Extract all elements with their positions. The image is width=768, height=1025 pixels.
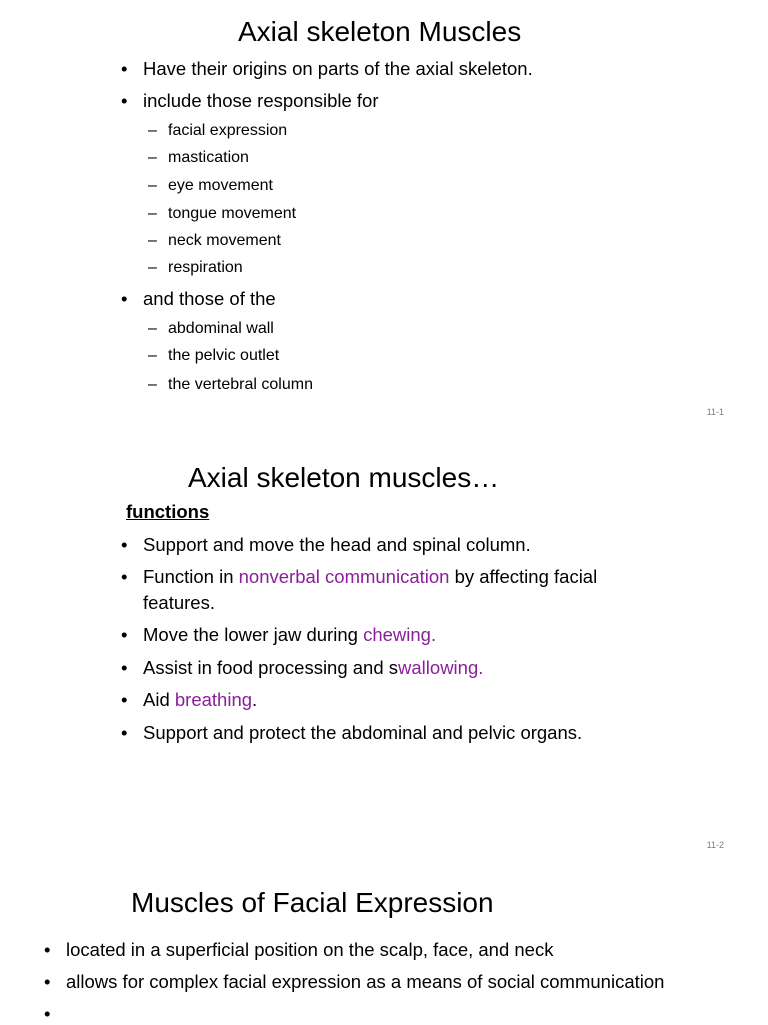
dash-icon: – [148,205,157,222]
bullet-text: . [252,689,258,710]
bullet-item [121,288,276,310]
bullet-item [44,939,554,961]
sub-bullet-item [148,375,313,395]
bullet-item [121,722,583,744]
bullet-item [121,689,258,711]
sub-bullet-item [148,204,297,224]
sub-bullet-item [148,148,249,168]
dash-icon: – [148,347,157,364]
sub-bullet-item [148,176,273,196]
bullet-dot-icon: • [121,624,128,645]
bullet-text: features. [143,592,215,613]
page-number: 11-2 [706,840,724,850]
bullet-dot-icon: • [121,288,128,309]
bullet-dot-icon: • [121,566,128,587]
highlight-text: nonverbal communication [238,566,450,587]
sub-bullet-text: respiration [168,259,243,276]
bullet-dot-icon: • [121,90,128,111]
page-number: 11-1 [706,407,724,417]
sub-bullet-item [148,231,281,251]
bullet-item [121,58,533,80]
bullet-text: Aid [143,689,175,710]
dash-icon: – [148,376,157,393]
bullet-dot-icon: • [121,534,128,555]
bullet-text: Function in [143,566,239,587]
slide-title: Muscles of Facial Expression [131,887,494,918]
bullet-dot-icon: • [121,657,128,678]
dash-icon: – [148,177,157,194]
bullet-item [121,624,437,646]
slide-title: Axial skeleton muscles… [188,462,500,493]
bullet-text: Move the lower jaw during [143,624,364,645]
bullet-dot-icon: • [44,939,51,960]
bullet-text: and those of the [143,288,276,309]
bullet-item [121,566,598,588]
highlight-text: breathing [174,689,253,710]
bullet-text: allows for complex facial expression as a means of social communication [66,971,665,992]
bullet-text: Assist in food processing and s [143,657,399,678]
bullet-continuation [143,592,215,614]
bullet-dot-icon: • [44,1003,51,1024]
bullet-item [121,657,484,679]
bullet-dot-icon: • [121,722,128,743]
sub-bullet-text: mastication [168,149,249,166]
bullet-item [44,971,665,993]
dash-icon: – [148,259,157,276]
bullet-text: located in a superficial position on the scalp, face, and neck [66,939,554,960]
bullet-text: Support and protect the abdominal and pelvic organs. [143,722,583,743]
sub-bullet-item [148,319,274,339]
bullet-item [121,534,531,556]
bullet-dot-icon: • [121,58,128,79]
section-label: functions [126,501,210,522]
sub-bullet-item [148,346,280,366]
sub-bullet-text: the pelvic outlet [168,347,280,364]
sub-bullet-text: facial expression [168,122,288,139]
highlight-text: chewing. [363,624,437,645]
bullet-text: Support and move the head and spinal column. [143,534,531,555]
sub-bullet-text: tongue movement [168,205,297,222]
bullet-dot-icon: • [121,689,128,710]
dash-icon: – [148,122,157,139]
bullet-text: include those responsible for [143,90,379,111]
dash-icon: – [148,232,157,249]
sub-bullet-text: abdominal wall [168,320,274,337]
bullet-dot-icon: • [44,971,51,992]
highlight-text: wallowing. [398,657,484,678]
slide-title: Axial skeleton Muscles [238,16,522,47]
sub-bullet-item [148,121,288,141]
sub-bullet-text: neck movement [168,232,281,249]
dash-icon: – [148,149,157,166]
bullet-text: Have their origins on parts of the axial skeleton. [143,58,533,79]
bullet-text: by affecting facial [449,566,598,587]
sub-bullet-text: eye movement [168,177,273,194]
sub-bullet-item [148,258,243,278]
bullet-item [121,90,379,112]
dash-icon: – [148,320,157,337]
sub-bullet-text: the vertebral column [168,376,313,393]
